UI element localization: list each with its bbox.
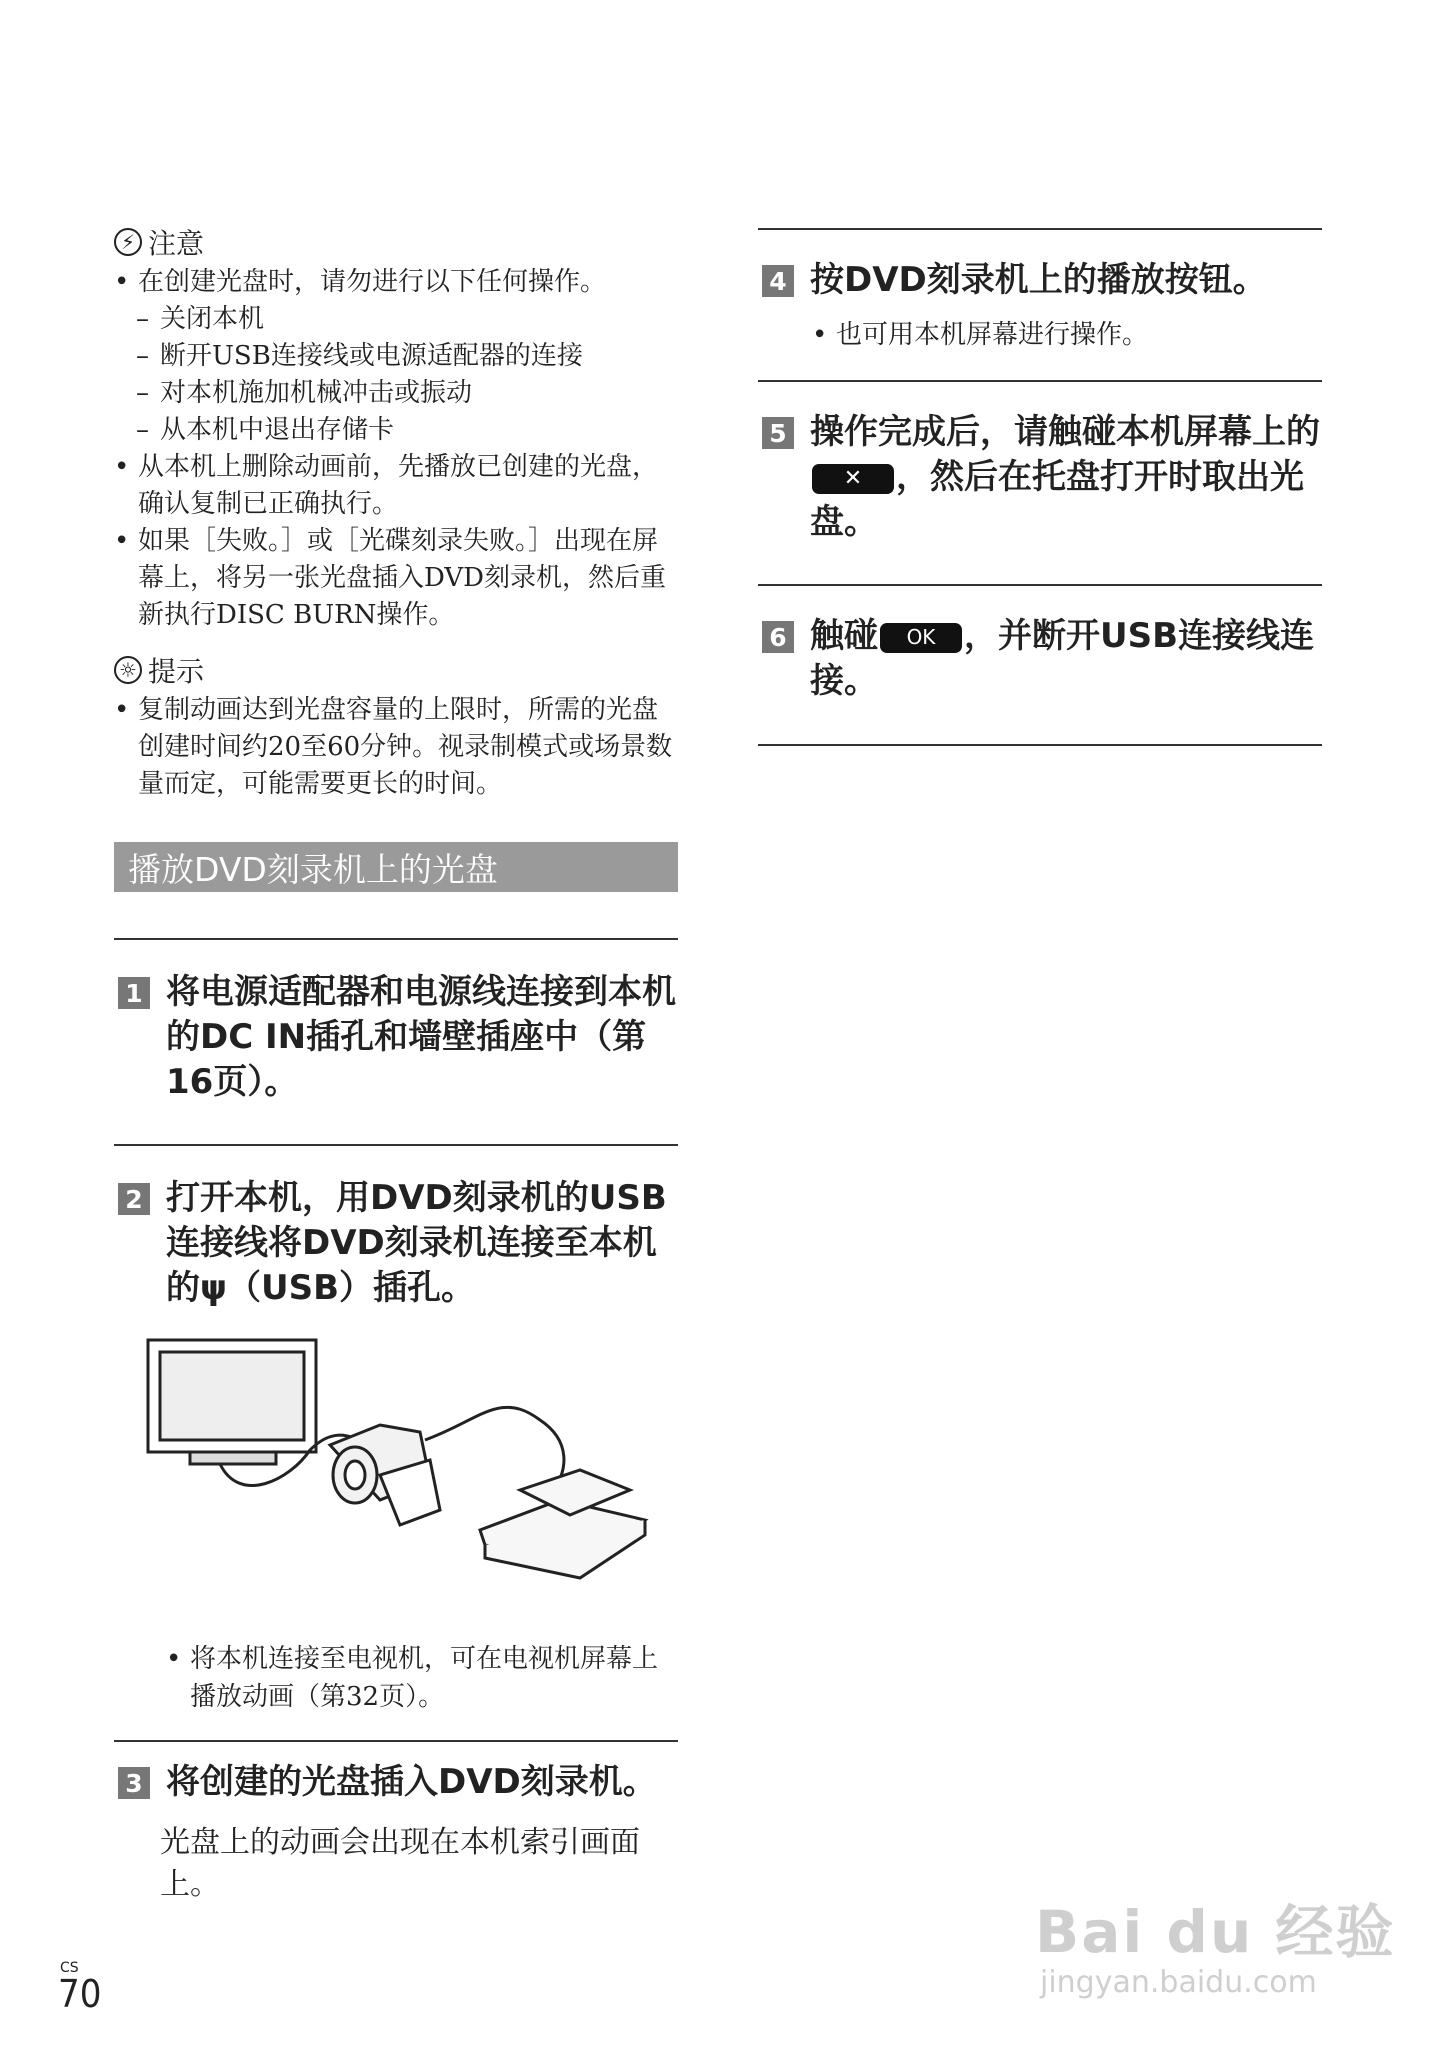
caution-icon: ⚡	[114, 228, 142, 256]
step-text: 将电源适配器和电源线连接到本机的DC IN插孔和墙壁插座中（第16页）。	[166, 972, 676, 1102]
step-text: 操作完成后，请触碰本机屏幕上的	[810, 412, 1320, 452]
step-number: 2	[118, 1183, 150, 1215]
watermark-brand: Bai du 经验	[1035, 1898, 1396, 1966]
dvd-burner-icon	[480, 1470, 645, 1578]
step-note: • 也可用本机屏幕进行操作。	[812, 316, 1312, 354]
step-text: 按DVD刻录机上的播放按钮。	[810, 260, 1267, 300]
step-sub: 光盘上的动画会出现在本机索引画面上。	[160, 1825, 640, 1902]
step-text-tail: （USB）插孔。	[227, 1268, 476, 1308]
tip-title: 提示	[148, 655, 205, 688]
step-text: 打开本机，用DVD刻录机的USB连接线将DVD刻录机连接至本机的	[166, 1178, 667, 1308]
list-item: – 从本机中退出存储卡	[114, 412, 674, 449]
step-3	[118, 1760, 678, 1805]
page-number: 70	[58, 1972, 102, 2016]
step-text: 触碰	[810, 616, 878, 656]
list-item: • 在创建光盘时，请勿进行以下任何操作。	[114, 264, 674, 301]
divider	[114, 1740, 678, 1742]
step-number: 3	[118, 1767, 150, 1799]
step-number: 6	[762, 621, 794, 653]
step-text-tail: ，然后在托盘打开时取出光盘。	[810, 457, 1304, 542]
usb-icon: ψ	[200, 1268, 227, 1308]
list-item: • 从本机上删除动画前，先播放已创建的光盘，确认复制已正确执行。	[114, 449, 674, 523]
list-item: – 关闭本机	[114, 301, 674, 338]
tip-item: • 复制动画达到光盘容量的上限时，所需的光盘创建时间约20至60分钟。视录制模式或场景数量而定，可能需要更长的时间。	[114, 692, 674, 803]
camcorder-icon	[330, 1425, 440, 1525]
step-text-tail: ，并断开USB连接线连接。	[810, 616, 1315, 701]
tip-heading	[114, 650, 674, 690]
step-note: • 将本机连接至电视机，可在电视机屏幕上播放动画（第32页）。	[166, 1640, 678, 1716]
caution-list	[114, 264, 674, 634]
divider	[114, 1144, 678, 1146]
divider	[758, 228, 1322, 230]
caution-title: 注意	[148, 227, 205, 260]
step-1	[118, 970, 678, 1105]
divider	[758, 584, 1322, 586]
section-title: 播放DVD刻录机上的光盘	[114, 842, 678, 892]
list-item: • 如果［失败。］或［光碟刻录失败。］出现在屏幕上，将另一张光盘插入DVD刻录机，然后重新执行DISC BURN操作。	[114, 523, 674, 634]
lightbulb-icon: ☼	[114, 656, 142, 684]
divider	[114, 938, 678, 940]
ok-button: OK	[880, 623, 962, 653]
step-6	[762, 614, 1322, 704]
step-number: 5	[762, 417, 794, 449]
divider	[758, 380, 1322, 382]
step-text: 将创建的光盘插入DVD刻录机。	[166, 1762, 657, 1802]
connection-illustration	[140, 1330, 660, 1610]
caution-heading	[114, 222, 674, 262]
tv-icon	[148, 1340, 316, 1464]
list-item: – 对本机施加机械冲击或振动	[114, 375, 674, 412]
list-item: – 断开USB连接线或电源适配器的连接	[114, 338, 674, 375]
step-4	[762, 258, 1322, 303]
divider	[758, 744, 1322, 746]
close-button: ✕	[812, 464, 894, 494]
language-code: CS	[60, 1960, 79, 1976]
step-5	[762, 410, 1322, 545]
watermark-url: jingyan.baidu.com	[1040, 1965, 1317, 2000]
step-number: 1	[118, 977, 150, 1009]
step-number: 4	[762, 265, 794, 297]
step-2	[118, 1176, 678, 1311]
